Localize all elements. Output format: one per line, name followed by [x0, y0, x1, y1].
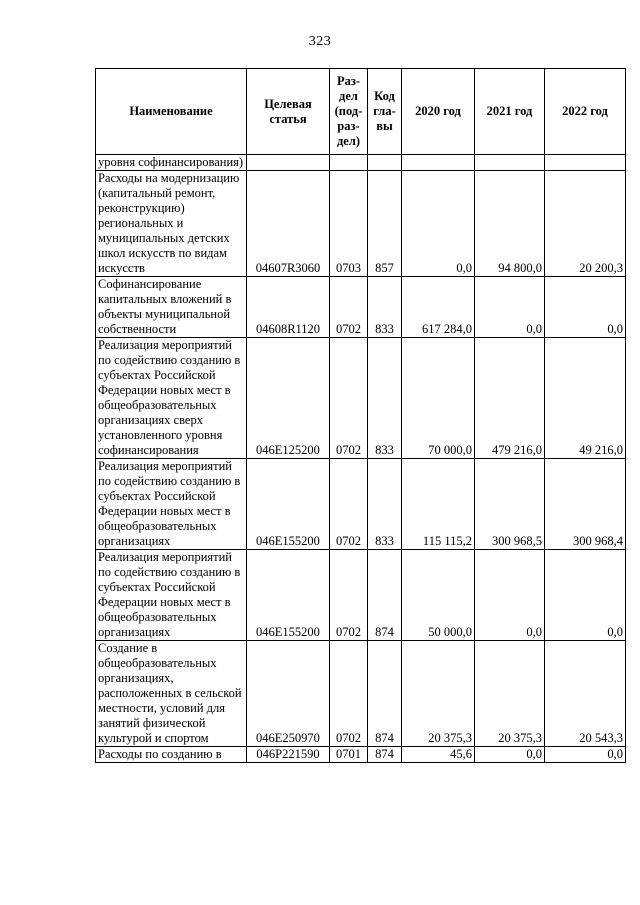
row-article: 04607R3060: [247, 171, 330, 277]
row-name: уровня софинансирования): [96, 155, 247, 171]
row-article: 046E155200: [247, 459, 330, 550]
row-name: Расходы на модернизацию (капитальный ремонт, реконструкцию) региональных и муниципальных детских школ искусств по видам искусств: [96, 171, 247, 277]
row-section: 0702: [330, 277, 368, 338]
row-name: Софинансирование капитальных вложений в объекты муниципальной собственности: [96, 277, 247, 338]
row-name: Реализация мероприятий по содействию созданию в субъектах Российской Федерации новых мест в общеобразовательных организациях: [96, 550, 247, 641]
row-code: 874: [368, 550, 402, 641]
page-number: 323: [308, 34, 332, 49]
row-2020: 0,0: [402, 171, 475, 277]
table-row: [96, 550, 626, 641]
row-2022: 0,0: [545, 747, 626, 763]
row-section: 0702: [330, 641, 368, 747]
header-code: Код гла-вы: [368, 69, 402, 155]
row-name: Реализация мероприятий по содействию созданию в субъектах Российской Федерации новых мест в общеобразовательных организациях: [96, 459, 247, 550]
row-2021: 20 375,3: [475, 641, 545, 747]
row-2022: 300 968,4: [545, 459, 626, 550]
row-article: 046E250970: [247, 641, 330, 747]
row-2020: 617 284,0: [402, 277, 475, 338]
row-2020: 115 115,2: [402, 459, 475, 550]
row-2022: 0,0: [545, 277, 626, 338]
row-article: 046E125200: [247, 338, 330, 459]
row-code: 874: [368, 747, 402, 763]
row-2020: [402, 155, 475, 171]
row-2021: 0,0: [475, 277, 545, 338]
row-article: 04608R1120: [247, 277, 330, 338]
row-2022: 20 200,3: [545, 171, 626, 277]
header-2021: 2021 год: [475, 69, 545, 155]
row-2020: 70 000,0: [402, 338, 475, 459]
row-2022: 49 216,0: [545, 338, 626, 459]
row-code: [368, 155, 402, 171]
budget-table: [95, 68, 626, 763]
row-section: 0702: [330, 550, 368, 641]
table-row: [96, 459, 626, 550]
row-2022: 20 543,3: [545, 641, 626, 747]
row-2022: [545, 155, 626, 171]
table-row: [96, 171, 626, 277]
row-section: [330, 155, 368, 171]
row-2021: 0,0: [475, 747, 545, 763]
table-header-row: [96, 69, 626, 155]
row-2022: 0,0: [545, 550, 626, 641]
row-code: 833: [368, 338, 402, 459]
row-2020: 20 375,3: [402, 641, 475, 747]
row-name: Расходы по созданию в: [96, 747, 247, 763]
row-2020: 50 000,0: [402, 550, 475, 641]
header-2022: 2022 год: [545, 69, 626, 155]
table-row: [96, 641, 626, 747]
row-section: 0703: [330, 171, 368, 277]
row-code: 857: [368, 171, 402, 277]
row-2020: 45,6: [402, 747, 475, 763]
header-2020: 2020 год: [402, 69, 475, 155]
table-row: [96, 747, 626, 763]
row-2021: 0,0: [475, 550, 545, 641]
row-article: 046P221590: [247, 747, 330, 763]
row-name: Реализация мероприятий по содействию созданию в субъектах Российской Федерации новых мест в общеобразовательных организациях сверх установленного уровня софинансирования: [96, 338, 247, 459]
row-section: 0702: [330, 338, 368, 459]
row-code: 833: [368, 277, 402, 338]
row-code: 833: [368, 459, 402, 550]
row-2021: 300 968,5: [475, 459, 545, 550]
table-row: [96, 155, 626, 171]
row-2021: 94 800,0: [475, 171, 545, 277]
header-name: Наименование: [96, 69, 247, 155]
row-2021: [475, 155, 545, 171]
header-section: Раз-дел (под-раз-дел): [330, 69, 368, 155]
row-2021: 479 216,0: [475, 338, 545, 459]
row-section: 0701: [330, 747, 368, 763]
table-row: [96, 277, 626, 338]
row-article: 046E155200: [247, 550, 330, 641]
row-name: Создание в общеобразовательных организациях, расположенных в сельской местности, условий для занятий физической культурой и спортом: [96, 641, 247, 747]
row-code: 874: [368, 641, 402, 747]
table-row: [96, 338, 626, 459]
row-section: 0702: [330, 459, 368, 550]
header-article: Целевая статья: [247, 69, 330, 155]
row-article: [247, 155, 330, 171]
